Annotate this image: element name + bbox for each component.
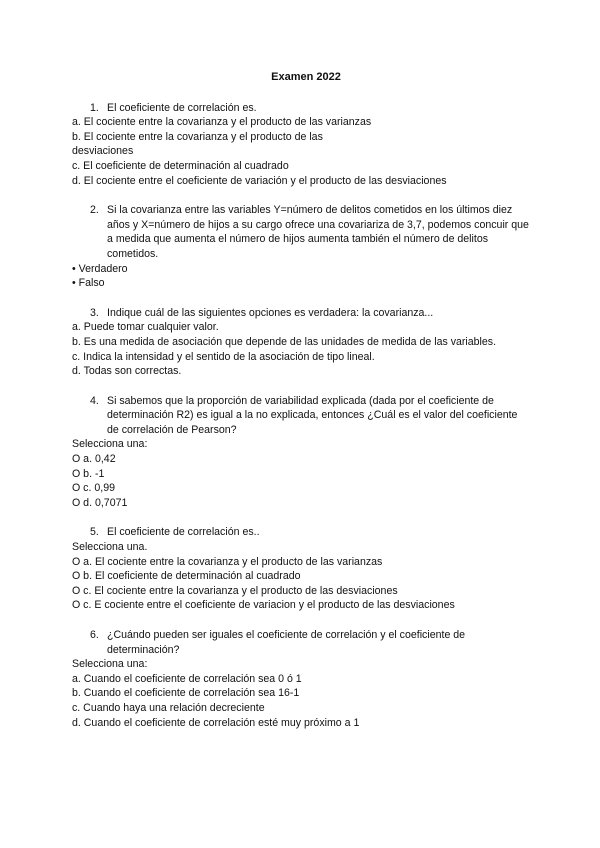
question-number: 6. — [90, 629, 99, 641]
question-stem — [72, 101, 540, 116]
answer-option: O b. -1 — [72, 467, 105, 480]
answer-option: O c. 0,99 — [72, 482, 115, 495]
answer-option: O d. 0,7071 — [72, 496, 128, 509]
answer-option: O c. El cociente entre la covarianza y el producto de las desviaciones — [72, 584, 398, 597]
question-stem — [72, 525, 540, 540]
question-1 — [72, 101, 540, 189]
question-text: El coeficiente de correlación es.. — [107, 526, 260, 539]
question-number: 2. — [90, 204, 99, 217]
answer-option: a. El cociente entre la covarianza y el producto de las varianzas — [72, 116, 372, 129]
question-text: Indique cuál de las siguientes opciones es verdadera: la covarianza... — [107, 306, 434, 319]
question-2 — [72, 203, 540, 291]
answer-option: d. El cociente entre el coeficiente de variación y el producto de las desviaciones — [72, 174, 447, 187]
answer-option: d. Cuando el coeficiente de correlación esté muy próximo a 1 — [72, 716, 360, 729]
select-prompt: Selecciona una. — [72, 541, 148, 554]
question-list — [72, 101, 540, 731]
answer-option: c. Cuando haya una relación decreciente — [72, 701, 265, 714]
select-prompt: Selecciona una: — [72, 438, 148, 451]
question-text: Si la covarianza entre las variables Y=número de delitos cometidos en los últimos diez años y X=número de hijos a su cargo ofrece una covariariza de 3,7, podemos concuir que a medida que aumenta el número de hijos aumenta también el número de delitos cometidos. — [107, 204, 529, 260]
question-6 — [72, 628, 540, 730]
question-4 — [72, 394, 540, 511]
answer-option: a. Cuando el coeficiente de correlación sea 0 ó 1 — [72, 672, 302, 685]
question-text: Si sabemos que la proporción de variabilidad explicada (dada por el coeficiente de determinación R2) es igual a la no explicada, entonces ¿Cuál es el valor del coeficiente de correlación de Pearson? — [107, 394, 518, 436]
question-stem — [72, 306, 540, 321]
question-stem — [72, 203, 540, 261]
question-stem — [72, 394, 540, 438]
question-5 — [72, 525, 540, 613]
answer-option: b. El cociente entre la covarianza y el producto de las — [72, 130, 323, 143]
answer-option: b. Es una medida de asociación que depende de las unidades de medida de las variables. — [72, 335, 497, 348]
answer-option: • Falso — [72, 277, 105, 290]
page-title: Examen 2022 — [271, 71, 341, 83]
answer-option: b. Cuando el coeficiente de correlación sea 16-1 — [72, 687, 300, 700]
answer-option: c. Indica la intensidad y el sentido de la asociación de tipo lineal. — [72, 350, 375, 363]
question-number: 5. — [90, 526, 99, 539]
question-number: 3. — [90, 306, 99, 319]
question-3 — [72, 306, 540, 379]
question-text: El coeficiente de correlación es. — [107, 101, 257, 114]
question-number: 4. — [90, 394, 99, 407]
answer-option: O c. E cociente entre el coeficiente de variacion y el producto de las desviaciones — [72, 599, 455, 612]
answer-option: c. El coeficiente de determinación al cuadrado — [72, 159, 289, 172]
answer-option: O b. El coeficiente de determinación al cuadrado — [72, 570, 301, 583]
answer-option: • Verdadero — [72, 262, 128, 275]
question-number: 1. — [90, 101, 99, 114]
question-text: ¿Cuándo pueden ser iguales el coeficiente de correlación y el coeficiente de determinación? — [107, 629, 466, 656]
answer-option: desviaciones — [72, 145, 134, 158]
answer-option: O a. 0,42 — [72, 453, 116, 466]
select-prompt: Selecciona una: — [72, 658, 148, 671]
answer-option: O a. El cociente entre la covarianza y el producto de las varianzas — [72, 555, 383, 568]
answer-option: d. Todas son correctas. — [72, 365, 182, 378]
answer-option: a. Puede tomar cualquier valor. — [72, 321, 219, 334]
question-stem — [72, 628, 540, 657]
